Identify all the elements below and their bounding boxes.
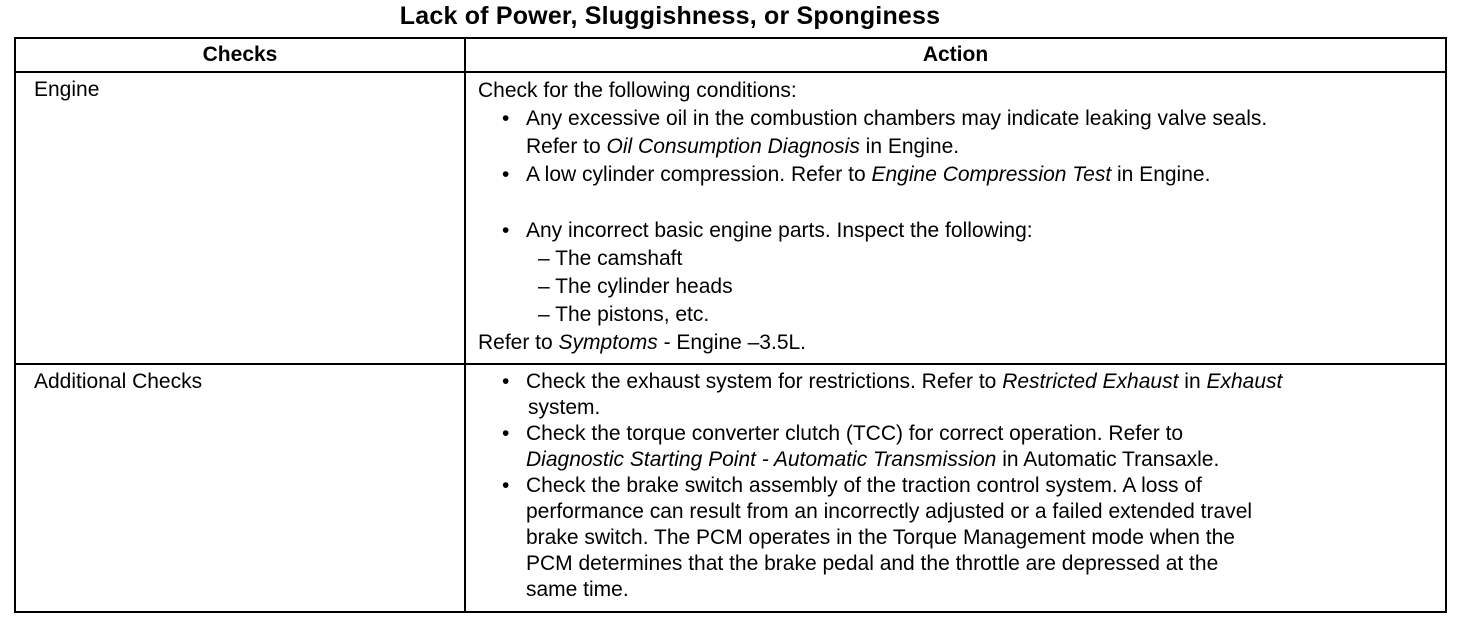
action-footer: Refer to Symptoms - Engine –3.5L.: [478, 331, 807, 354]
table-row-additional: [15, 364, 1446, 612]
list-item: • Any incorrect basic engine parts. Inspect the following:: [478, 217, 1441, 245]
list-item: • Any excessive oil in the combustion chambers may indicate leaking valve seals. Refer to Oil Consumption Diagnosis in Engine.: [478, 105, 1441, 161]
sub-item: – The camshaft: [538, 247, 683, 270]
check-cell: [15, 364, 465, 612]
sub-item: – The pistons, etc.: [538, 303, 710, 326]
check-label: Engine: [34, 78, 100, 101]
diagnosis-table: [14, 37, 1447, 613]
header-action: Action: [465, 38, 1446, 72]
reference-link: Symptoms: [558, 331, 658, 354]
action-cell: [465, 72, 1446, 364]
page-title: Lack of Power, Sluggishness, or Sponginess: [399, 2, 941, 30]
reference-link: Engine Compression Test: [871, 163, 1112, 186]
list-item: • Check the torque converter clutch (TCC) for correct operation. Refer to Diagnostic Starting Point - Automatic Transmission in Automatic Transaxle.: [466, 421, 1443, 473]
action-intro: Check for the following conditions:: [478, 79, 797, 102]
reference-link: Restricted Exhaust: [1002, 370, 1179, 393]
list-item: • Check the brake switch assembly of the traction control system. A loss of performance can result from an incorrectly adjusted or a failed extended travel brake switch. The PCM operates in the Torque Management mode when the PCM determines that the brake pedal and the throttle are depressed at the same time.: [466, 473, 1443, 603]
table-header-row: [15, 38, 1446, 72]
table-row-engine: [15, 72, 1446, 364]
check-label: Additional Checks: [34, 370, 203, 393]
reference-link: Oil Consumption Diagnosis: [606, 135, 860, 158]
header-checks: Checks: [15, 38, 465, 72]
reference-link: Diagnostic Starting Point - Automatic Transmission: [526, 448, 997, 471]
list-item: • A low cylinder compression. Refer to Engine Compression Test in Engine.: [478, 161, 1441, 189]
action-cell: [465, 364, 1446, 612]
list-item: • Check the exhaust system for restrictions. Refer to Restricted Exhaust in Exhaust system.: [466, 369, 1443, 421]
sub-item: – The cylinder heads: [538, 275, 733, 298]
check-cell: [15, 72, 465, 364]
